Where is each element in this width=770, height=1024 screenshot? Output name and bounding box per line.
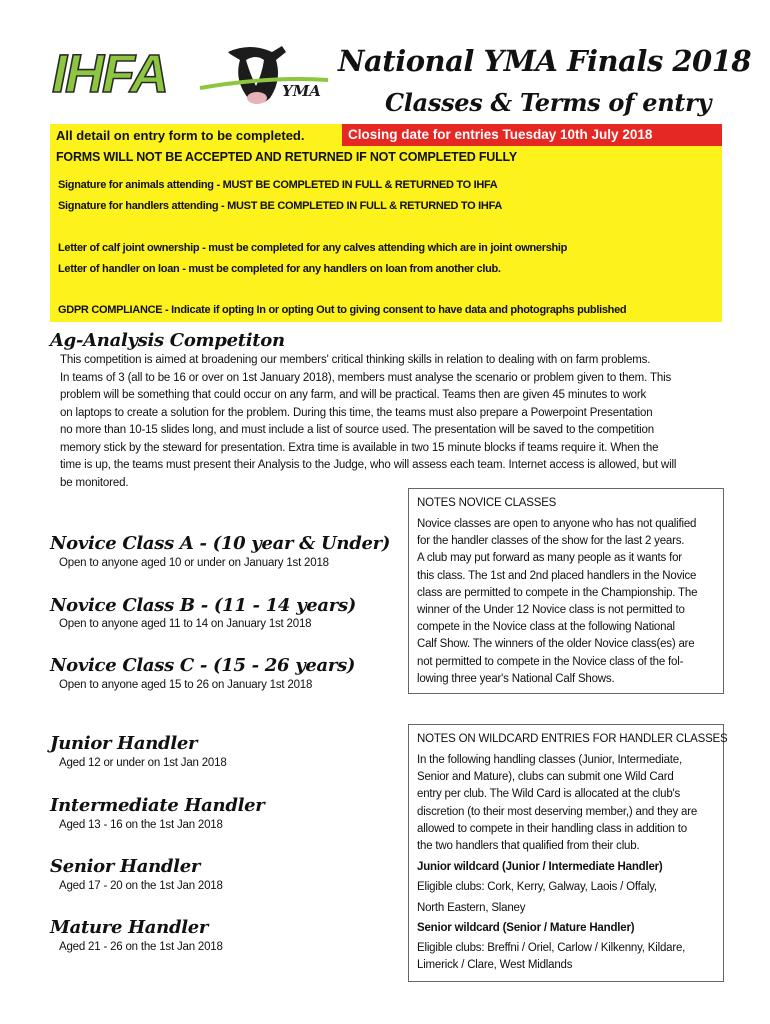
entry-detail-text: All detail on entry form to be completed.: [56, 128, 305, 143]
cow-head-icon: [228, 46, 286, 104]
class-detail: Open to anyone aged 11 to 14 on January 1st 2018: [59, 618, 312, 630]
class-detail: Open to anyone aged 10 or under on January 1st 2018: [59, 557, 329, 569]
notice-line: Signature for handlers attending - MUST BE COMPLETED IN FULL & RETURNED TO IHFA: [58, 200, 503, 212]
page-subtitle: Classes & Terms of entry: [385, 88, 712, 117]
page-title: National YMA Finals 2018: [338, 44, 752, 78]
novice-notes-title: NOTES NOVICE CLASSES: [417, 497, 557, 509]
class-heading: Senior Handler: [50, 856, 201, 877]
notice-line: Signature for animals attending - MUST BE COMPLETED IN FULL & RETURNED TO IHFA: [58, 179, 498, 191]
wildcard-notes-body: In the following handling classes (Junior, Intermediate, Senior and Mature), clubs can submit one Wild Card entry per club. The Wild Card is allocated at the club's discretion (to their most deserving member,) and they are allowed to compete in their handling class in addition to the two handlers that qualified from their club. Junior wildcard (Junior / Intermediate Handler) Eligible clubs: Cork, Kerry, Galway, Laois / Offaly, North Eastern, Slaney Senior wildcard (Senior / Mature Handler) Eligible clubs: Breffni / Oriel, Carlow / Kilkenny, Kildare, Limerick / Clare, West Midlands: [417, 754, 698, 972]
class-heading: Novice Class B - (11 - 14 years): [50, 595, 357, 616]
class-heading: Novice Class A - (10 year & Under): [50, 533, 391, 554]
class-heading: Novice Class C - (15 - 26 years): [50, 655, 356, 676]
senior-wildcard-heading: Senior wildcard (Senior / Mature Handler): [417, 921, 635, 934]
class-detail: Aged 17 - 20 on the 1st Jan 2018: [59, 880, 223, 892]
class-heading: Junior Handler: [50, 733, 198, 754]
ag-analysis-heading: Ag-Analysis Competiton: [50, 330, 285, 351]
class-detail: Aged 12 or under on 1st Jan 2018: [59, 757, 227, 769]
novice-notes-box: [408, 488, 724, 694]
forms-warning: FORMS WILL NOT BE ACCEPTED AND RETURNED IF NOT COMPLETED FULLY: [56, 150, 517, 164]
wildcard-notes-box: [408, 724, 728, 982]
wildcard-notes-title: NOTES ON WILDCARD ENTRIES FOR HANDLER CLASSES: [417, 733, 728, 745]
notice-line: GDPR COMPLIANCE - Indicate if opting In or opting Out to giving consent to have data and photographs published: [58, 304, 627, 316]
closing-date-text: Closing date for entries Tuesday 10th July 2018: [348, 127, 653, 142]
notice-box: [50, 146, 722, 322]
class-heading: Mature Handler: [50, 917, 209, 938]
class-detail: Aged 21 - 26 on the 1st Jan 2018: [59, 941, 223, 953]
novice-notes-body: Novice classes are open to anyone who has not qualified for the handler classes of the show for the last 2 years. A club may put forward as many people as it wants for this class. The 1st and 2nd placed handlers in the Novice class are permitted to compete in the Championship. The winner of the Under 12 Novice class is not permitted to compete in the Novice class at the following National Calf Show. The winners of the older Novice class(es) are not permitted to compete in the Novice class of the fol- lowing three year's National Calf Shows.: [417, 518, 698, 685]
class-detail: Open to anyone aged 15 to 26 on January 1st 2018: [59, 679, 313, 691]
logo-sub-text: YMA: [282, 82, 321, 100]
junior-wildcard-heading: Junior wildcard (Junior / Intermediate Handler): [417, 861, 663, 874]
notice-line: Letter of calf joint ownership - must be completed for any calves attending which are in joint ownership: [58, 242, 568, 254]
ihfa-logo: [50, 40, 330, 110]
notice-line: Letter of handler on loan - must be completed for any handlers on loan from another club.: [58, 263, 501, 275]
class-heading: Intermediate Handler: [50, 795, 265, 816]
logo-main-text: IHFA: [52, 44, 168, 104]
ag-analysis-body: This competition is aimed at broadening our members' critical thinking skills in relation to dealing with on farm problems. In teams of 3 (all to be 16 or over on 1st January 2018), members must analyse the scenario or problem given to them. This problem will be something that could occur on any farm, and will be practical. Teams then are given 45 minutes to work on laptops to create a solution for the problem. During this time, the teams must also prepare a Powerpoint Presentation no more than 10-15 slides long, and must include a list of source used. The presentation will be saved to the competition memory stick by the steward for presentation. Extra time is available in two 15 minute blocks if teams require it. When the time is up, the teams must present their Analysis to the Judge, who will assess each team. Internet access is allowed, but will be monitored.: [60, 354, 677, 489]
class-detail: Aged 13 - 16 on the 1st Jan 2018: [59, 819, 223, 831]
